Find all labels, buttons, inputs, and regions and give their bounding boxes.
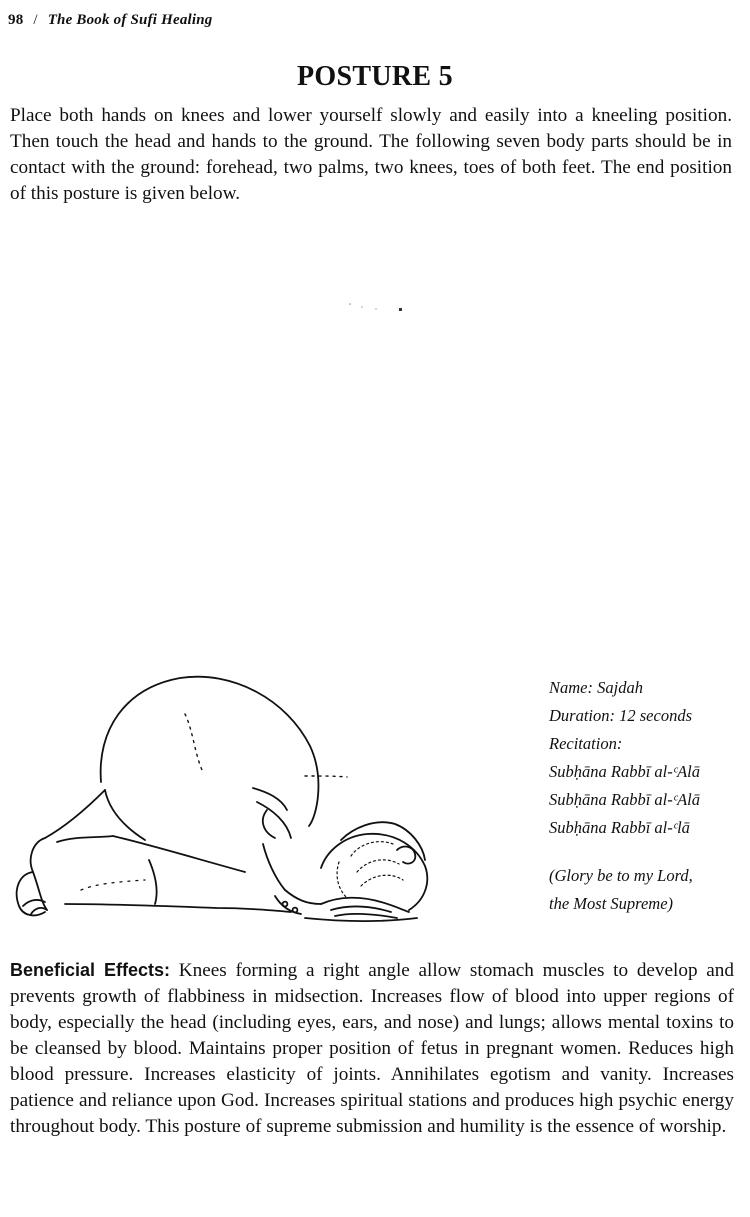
caption-spacer [549,842,744,862]
page-number: 98 [8,12,24,28]
posture-title: POSTURE 5 [297,61,453,92]
recitation-line: Subḥāna Rabbī al-ᶜAlā [549,790,700,809]
posture-caption [549,674,744,918]
sajdah-illustration [5,660,435,930]
posture-duration: Duration: 12 seconds [549,706,692,725]
beneficial-effects-text: Knees forming a right angle allow stomach muscles to develop and prevents growth of flabbiness in midsection. Increases flow of blood into upper regions of body, especially the head (including eyes, ears, and nose) and lungs; allows mental toxins to be cleansed by blood. Maintains proper position of fetus in pregnant women. Reduces high blood pressure. Increases elasticity of joints. Annihilates egotism and vanity. Increases patience and reliance upon God. Increases spiritual stations and produces high psychic energy throughout body. This posture of supreme submission and humility is the essence of worship. [10,960,734,1137]
recitation-line: Subḥāna Rabbī al-ᶜlā [549,818,690,837]
beneficial-effects-label: Beneficial Effects: [10,960,170,980]
translation-line: the Most Supreme) [549,894,674,913]
book-title: The Book of Sufi Healing [47,12,213,28]
running-head [8,12,213,29]
recitation-line: Subḥāna Rabbī al-ᶜAlā [549,762,700,781]
translation-line: (Glory be to my Lord, [549,866,693,885]
print-speck [348,298,408,318]
posture-name: Name: Sajdah [549,678,643,697]
running-head-separator: / [33,12,38,28]
beneficial-effects [10,957,734,1140]
posture-instructions: Place both hands on knees and lower yourself slowly and easily into a kneeling position. Then touch the head and hands to the ground. The following seven body parts should be in contact with the ground: forehead, two palms, two knees, toes of both feet. The end position of this posture is given below. [10,105,732,204]
recitation-label: Recitation: [549,734,623,753]
